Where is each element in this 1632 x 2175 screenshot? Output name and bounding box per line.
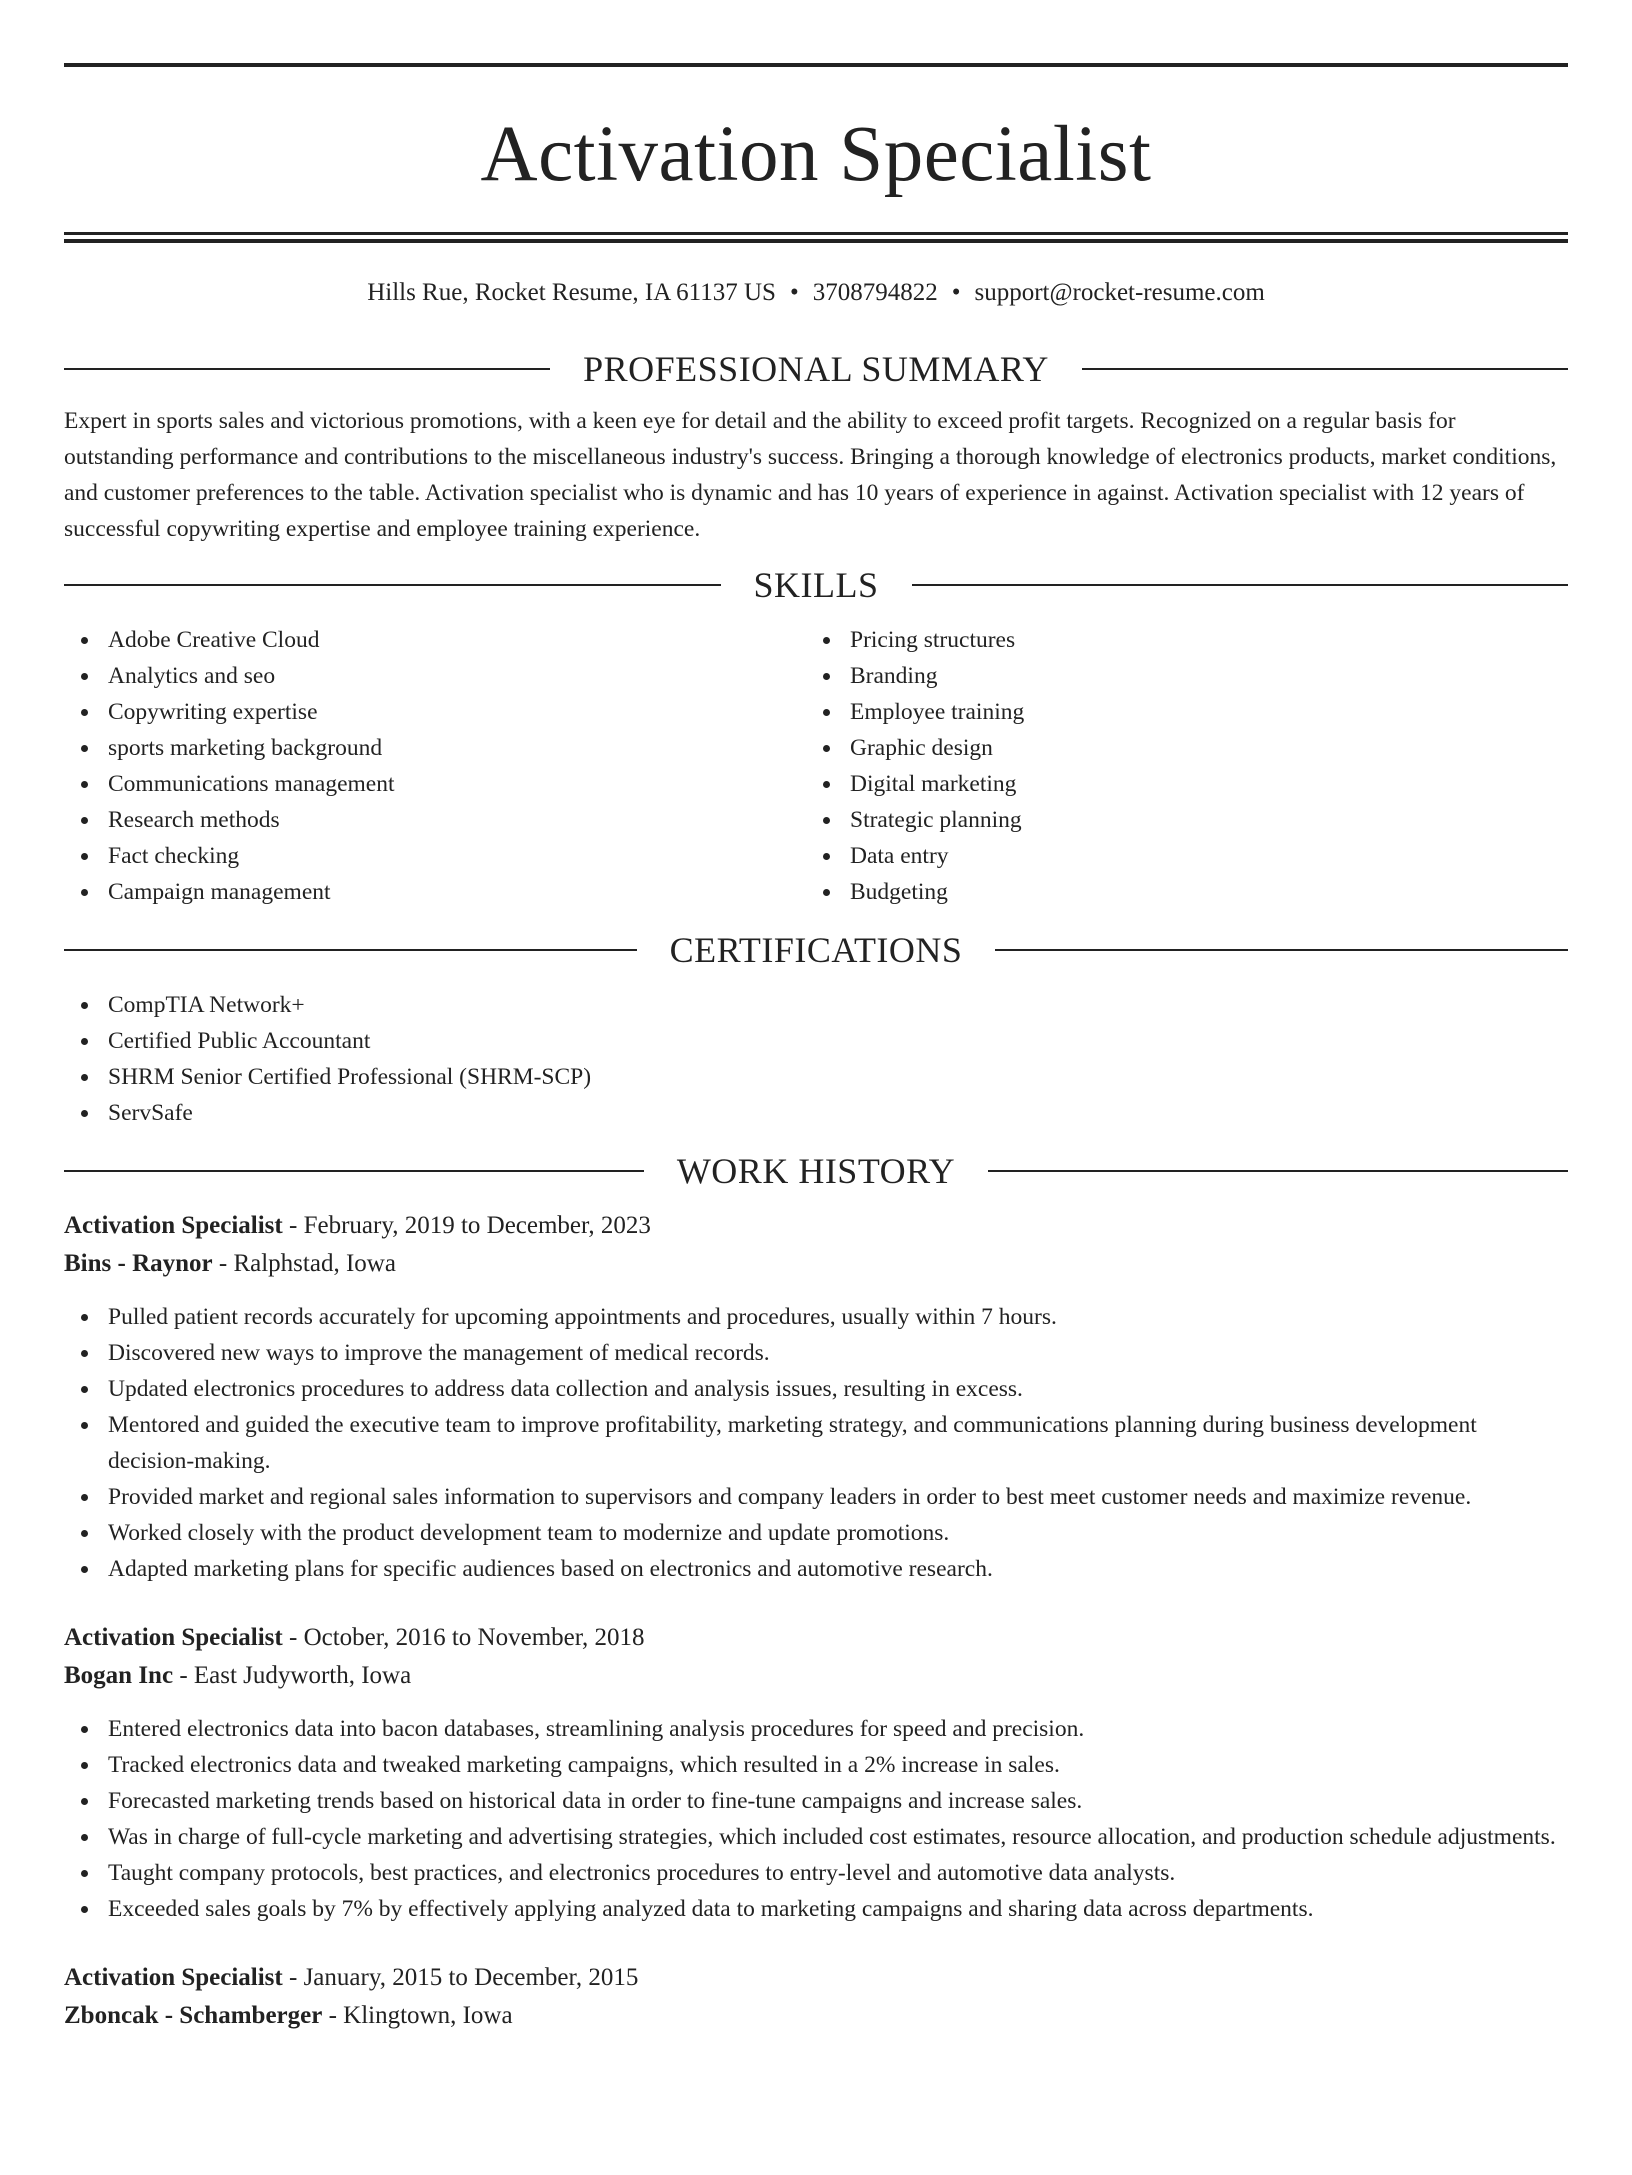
job-location: Ralphstad, Iowa (233, 1250, 396, 1277)
skills-heading-title: SKILLS (753, 565, 879, 605)
double-rule (64, 232, 1568, 243)
job-company: Bins - Raynor (64, 1250, 213, 1277)
skill-item: Pricing structures (850, 622, 1548, 658)
skills-heading (64, 563, 1568, 607)
job-company: Bogan Inc (64, 1662, 174, 1689)
skill-item: Graphic design (850, 730, 1548, 766)
skill-item: Data entry (850, 838, 1548, 874)
contact-separator: • (789, 279, 799, 306)
skill-item: sports marketing background (108, 730, 806, 766)
certification-item: SHRM Senior Certified Professional (SHRM-SCP) (108, 1059, 1568, 1095)
job-title: Activation Specialist (64, 1624, 283, 1651)
skill-item: Strategic planning (850, 802, 1548, 838)
heading-rule (64, 584, 721, 586)
skill-item: Budgeting (850, 874, 1548, 910)
skill-item: Campaign management (108, 874, 806, 910)
job-bullet: Provided market and regional sales information to supervisors and company leaders in order to best meet customer needs and maximize revenue. (108, 1479, 1568, 1515)
job-location: Klingtown, Iowa (343, 2002, 513, 2029)
heading-rule (988, 1170, 1568, 1172)
skill-item: Digital marketing (850, 766, 1548, 802)
resume-name: Activation Specialist (480, 111, 1152, 198)
job-bullet: Worked closely with the product development team to modernize and update promotions. (108, 1515, 1568, 1551)
job-entry (64, 1207, 1568, 1587)
contact-line (64, 277, 1568, 309)
job-bullet: Pulled patient records accurately for upcoming appointments and procedures, usually within 7 hours. (108, 1299, 1568, 1335)
skill-item: Copywriting expertise (108, 694, 806, 730)
certifications-heading (64, 928, 1568, 972)
top-rule (64, 63, 1568, 67)
heading-rule (64, 1170, 644, 1172)
heading-rule (64, 949, 637, 951)
contact-phone: 3708794822 (812, 279, 938, 306)
skill-item: Branding (850, 658, 1548, 694)
certification-item: CompTIA Network+ (108, 987, 1568, 1023)
certification-item: ServSafe (108, 1095, 1568, 1131)
job-location: East Judyworth, Iowa (193, 1662, 412, 1689)
contact-email: support@rocket-resume.com (974, 279, 1265, 306)
job-bullet: Was in charge of full-cycle marketing and advertising strategies, which included cost estimates, resource allocation, and production schedule adjustments. (108, 1819, 1568, 1855)
skill-item: Research methods (108, 802, 806, 838)
job-bullet: Adapted marketing plans for specific audiences based on electronics and automotive research. (108, 1551, 1568, 1587)
contact-separator: • (951, 279, 961, 306)
heading-rule (995, 949, 1568, 951)
job-bullet: Exceeded sales goals by 7% by effectively applying analyzed data to marketing campaigns and sharing data across departments. (108, 1891, 1568, 1927)
summary-heading-title: PROFESSIONAL SUMMARY (583, 349, 1049, 389)
job-title-line: Activation Specialist - January, 2015 to December, 2015 (64, 1964, 639, 1991)
job-bullet: Discovered new ways to improve the management of medical records. (108, 1335, 1568, 1371)
job-company-line: Bins - Raynor - Ralphstad, Iowa (64, 1250, 396, 1277)
job-bullet: Forecasted marketing trends based on historical data in order to fine-tune campaigns and increase sales. (108, 1783, 1568, 1819)
job-title: Activation Specialist (64, 1212, 283, 1239)
skills-list (64, 622, 1568, 910)
job-bullet: Updated electronics procedures to address data collection and analysis issues, resulting in excess. (108, 1371, 1568, 1407)
job-bullets (64, 1711, 1568, 1927)
heading-rule (912, 584, 1569, 586)
job-title: Activation Specialist (64, 1964, 283, 1991)
job-bullet: Taught company protocols, best practices, and electronics procedures to entry-level and automotive data analysts. (108, 1855, 1568, 1891)
skill-item: Communications management (108, 766, 806, 802)
skill-item: Analytics and seo (108, 658, 806, 694)
contact-address: Hills Rue, Rocket Resume, IA 61137 US (367, 279, 776, 306)
job-dates: October, 2016 to November, 2018 (303, 1624, 645, 1651)
heading-rule (1082, 368, 1568, 370)
skill-item: Adobe Creative Cloud (108, 622, 806, 658)
job-entry (64, 1959, 1568, 2035)
job-bullet: Tracked electronics data and tweaked marketing campaigns, which resulted in a 2% increase in sales. (108, 1747, 1568, 1783)
summary-text: Expert in sports sales and victorious promotions, with a keen eye for detail and the ability to exceed profit targets. Recognized on a regular basis for outstanding performance and contributions to the miscellaneous industry's success. Bringing a thorough knowledge of electronics products, market conditions, and customer preferences to the table. Activation specialist who is dynamic and has 10 years of experience in against. Activation specialist with 12 years of successful copywriting expertise and employee training experience. (64, 408, 1557, 542)
job-entry (64, 1619, 1568, 1927)
skill-item: Fact checking (108, 838, 806, 874)
certification-item: Certified Public Accountant (108, 1023, 1568, 1059)
job-bullet: Mentored and guided the executive team to improve profitability, marketing strategy, and communications planning during business development decision-making. (108, 1407, 1568, 1479)
work-heading-title: WORK HISTORY (676, 1151, 956, 1191)
job-company-line: Bogan Inc - East Judyworth, Iowa (64, 1662, 412, 1689)
job-dates: February, 2019 to December, 2023 (303, 1212, 651, 1239)
heading-rule (64, 368, 550, 370)
job-title-line: Activation Specialist - October, 2016 to November, 2018 (64, 1624, 645, 1651)
skill-item: Employee training (850, 694, 1548, 730)
job-bullet: Entered electronics data into bacon databases, streamlining analysis procedures for speed and precision. (108, 1711, 1568, 1747)
skills-column-right (806, 622, 1548, 910)
job-title-line: Activation Specialist - February, 2019 to December, 2023 (64, 1212, 651, 1239)
summary-heading (64, 347, 1568, 391)
job-dates: January, 2015 to December, 2015 (303, 1964, 639, 1991)
job-company: Zboncak - Schamberger (64, 2002, 323, 2029)
job-bullets (64, 1299, 1568, 1587)
skills-column-left (64, 622, 806, 910)
certifications-heading-title: CERTIFICATIONS (669, 930, 963, 970)
resume-page (0, 63, 1632, 2175)
certifications-list (64, 987, 1568, 1131)
job-company-line: Zboncak - Schamberger - Klingtown, Iowa (64, 2002, 513, 2029)
work-heading (64, 1149, 1568, 1193)
